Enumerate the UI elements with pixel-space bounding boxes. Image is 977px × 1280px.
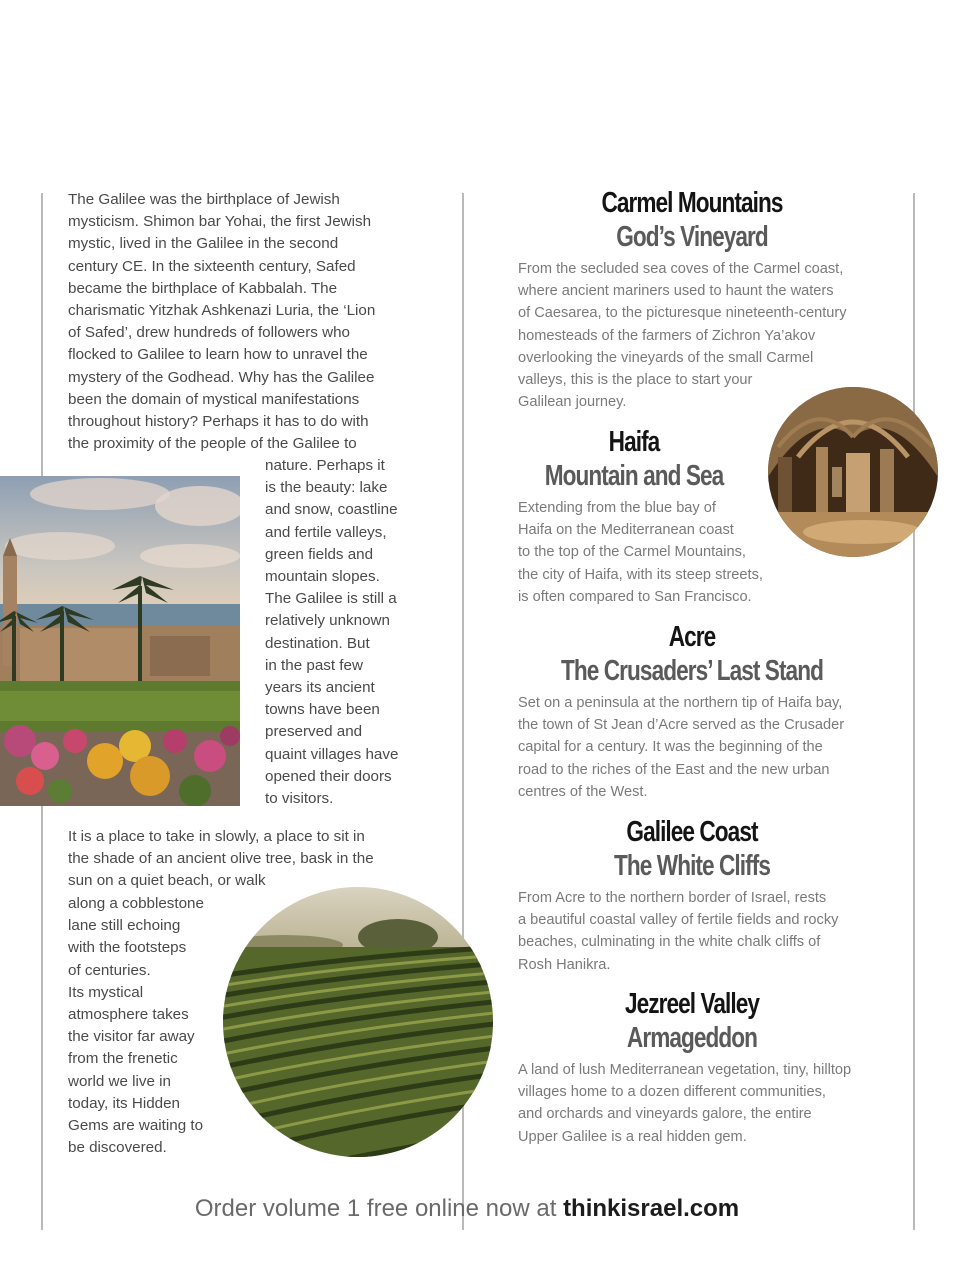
section-carmel-mountains xyxy=(518,186,866,413)
footer-text: Order volume 1 free online now at xyxy=(194,1195,557,1222)
section-jezreel-valley xyxy=(518,987,866,1148)
vineyard-photo xyxy=(223,887,493,1157)
caesarea-coast-photo xyxy=(0,476,240,806)
section-haifa xyxy=(518,425,866,608)
section-subtitle: The Crusaders’ Last Stand xyxy=(561,655,823,687)
intro-paragraph: The Galilee was the birthplace of Jewish mysticism. Shimon bar Yohai, the first Jewish mystic, lived in the Galilee in the second century CE. In the sixteenth century, Safed became the birthplace of Kabbalah. The charismatic Yitzhak Ashkenazi Luria, the ‘Lion of Safed’, drew hundreds of followers who flocked to Galilee to learn how to unravel the mystery of the Godhead. Why has the Galilee been the domain of mystical manifestations throughout history? Perhaps it has to do with the proximity of the people of the Galilee to xyxy=(68,191,376,453)
section-title: Carmel Mountains xyxy=(601,187,783,219)
outro-paragraph-continued: along a cobblestone lane still echoing with the footsteps of centuries. Its mystical atmosphere takes the visitor far away from the frenetic world we live in today, its Hidden Gems are waiting to be discovered. xyxy=(68,895,204,1157)
outro-paragraph: It is a place to take in slowly, a place to sit in the shade of an ancient olive tree, bask in the sun on a quiet beach, or walk xyxy=(68,828,374,890)
section-subtitle: God’s Vineyard xyxy=(616,221,768,253)
section-title: Jezreel Valley xyxy=(624,988,760,1020)
section-acre xyxy=(518,620,866,803)
intro-paragraph-continued: nature. Perhaps it is the beauty: lake and snow, coastline and fertile valleys, green fields and mountain slopes. The Galilee is still a relatively unknown destination. But in the past few years its ancient towns have been preserved and quaint villages have opened their doors to visitors. xyxy=(265,457,399,808)
section-title: Acre xyxy=(668,621,716,653)
section-text: A land of lush Mediterranean vegetation, tiny, hilltop villages home to a dozen different communities, and orchards and vineyards galore, the entire Upper Galilee is a real hidden gem. xyxy=(518,1062,852,1145)
footer-website-link[interactable]: thinkisrael.com xyxy=(563,1195,740,1222)
section-text: Extending from the blue bay of Haifa on the Mediterranean coast to the top of the Carmel Mountains, the city of Haifa, with its steep streets, is often compared to San Francisco. xyxy=(518,500,763,605)
section-subtitle: Armageddon xyxy=(626,1022,758,1054)
column-divider-right xyxy=(913,193,915,1230)
section-subtitle: The White Cliffs xyxy=(614,850,770,882)
section-galilee-coast xyxy=(518,815,866,976)
footer-call-to-action xyxy=(0,1195,934,1223)
section-title: Galilee Coast xyxy=(626,816,758,848)
section-text: From Acre to the northern border of Israel, rests a beautiful coastal valley of fertile fields and rocky beaches, culminating in the white chalk cliffs of Rosh Hanikra. xyxy=(518,890,839,973)
section-text: From the secluded sea coves of the Carmel coast, where ancient mariners used to haunt the waters of Caesarea, to the picturesque nineteenth-century homesteads of the farmers of Zichron Ya’akov overlooking the vineyards of the small Carmel valleys, this is the place to start your Galilean journey. xyxy=(518,261,847,411)
section-text: Set on a peninsula at the northern tip of Haifa bay, the town of St Jean d’Acre served as the Crusader capital for a century. It was the beginning of the road to the riches of the East and the new urban centres of the West. xyxy=(518,695,845,800)
section-title: Haifa xyxy=(608,426,660,458)
section-subtitle: Mountain and Sea xyxy=(544,460,724,492)
